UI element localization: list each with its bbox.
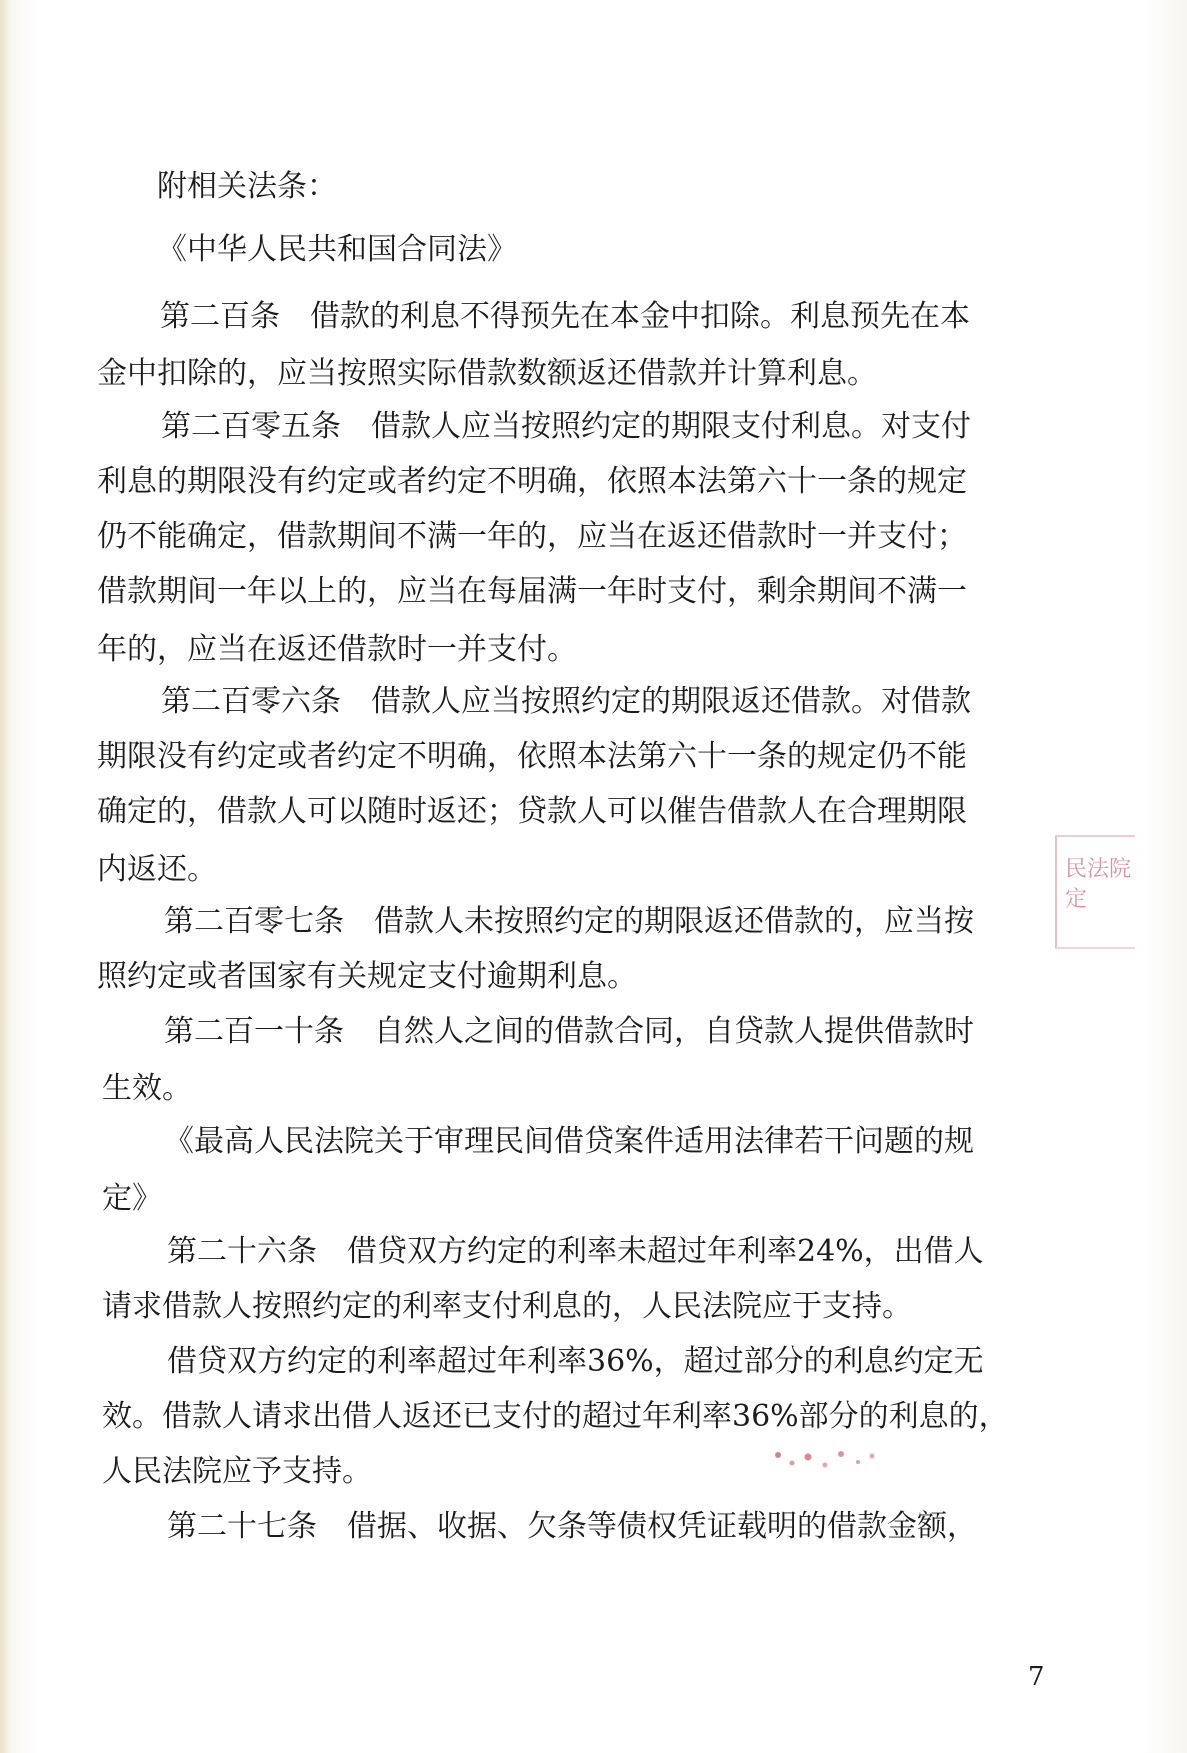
text-line: 利息的期限没有约定或者约定不明确，依照本法第六十一条的规定	[97, 464, 967, 499]
text-line: 人民法院应予支持。	[102, 1454, 372, 1489]
court-seal-stamp	[1055, 835, 1135, 949]
text-line: 借贷双方约定的利率超过年利率36%，超过部分的利息约定无	[167, 1344, 984, 1379]
text-line: 年的，应当在返还借款时一并支付。	[97, 632, 577, 667]
seal-text: 民法院定	[1065, 857, 1132, 912]
text-line: 金中扣除的，应当按照实际借款数额返还借款并计算利息。	[97, 356, 877, 391]
text-line: 第二百零七条 借款人未按照约定的期限返还借款的，应当按	[164, 904, 974, 939]
text-line: 《中华人民共和国合同法》	[157, 232, 517, 267]
text-line: 生效。	[102, 1071, 192, 1106]
text-line: 请求借款人按照约定的利率支付利息的，人民法院应于支持。	[102, 1289, 912, 1324]
page-number: 7	[1028, 1662, 1045, 1692]
text-line: 定》	[102, 1181, 162, 1216]
text-line: 内返还。	[97, 852, 217, 887]
text-line: 第二百零五条 借款人应当按照约定的期限支付利息。对支付	[161, 409, 971, 444]
text-line: 第二百零六条 借款人应当按照约定的期限返还借款。对借款	[161, 684, 971, 719]
text-line: 效。借款人请求出借人返还已支付的超过年利率36%部分的利息的，	[102, 1399, 1009, 1434]
text-line: 仍不能确定，借款期间不满一年的，应当在返还借款时一并支付；	[97, 519, 967, 554]
text-line: 第二百一十条 自然人之间的借款合同，自贷款人提供借款时	[164, 1014, 974, 1049]
text-line: 第二十七条 借据、收据、欠条等债权凭证载明的借款金额，	[167, 1509, 977, 1544]
text-line: 期限没有约定或者约定不明确，依照本法第六十一条的规定仍不能	[97, 739, 967, 774]
text-line: 《最高人民法院关于审理民间借贷案件适用法律若干问题的规	[164, 1124, 974, 1159]
text-line: 第二百条 借款的利息不得预先在本金中扣除。利息预先在本	[160, 299, 970, 334]
seal-fragment	[770, 1445, 880, 1475]
text-line: 附相关法条：	[157, 169, 337, 204]
text-line: 照约定或者国家有关规定支付逾期利息。	[97, 959, 637, 994]
text-line: 确定的，借款人可以随时返还；贷款人可以催告借款人在合理期限	[97, 794, 967, 829]
text-line: 第二十六条 借贷双方约定的利率未超过年利率24%，出借人	[167, 1234, 984, 1269]
text-line: 借款期间一年以上的，应当在每届满一年时支付，剩余期间不满一	[97, 574, 967, 609]
scan-edge-shadow	[0, 0, 10, 1753]
